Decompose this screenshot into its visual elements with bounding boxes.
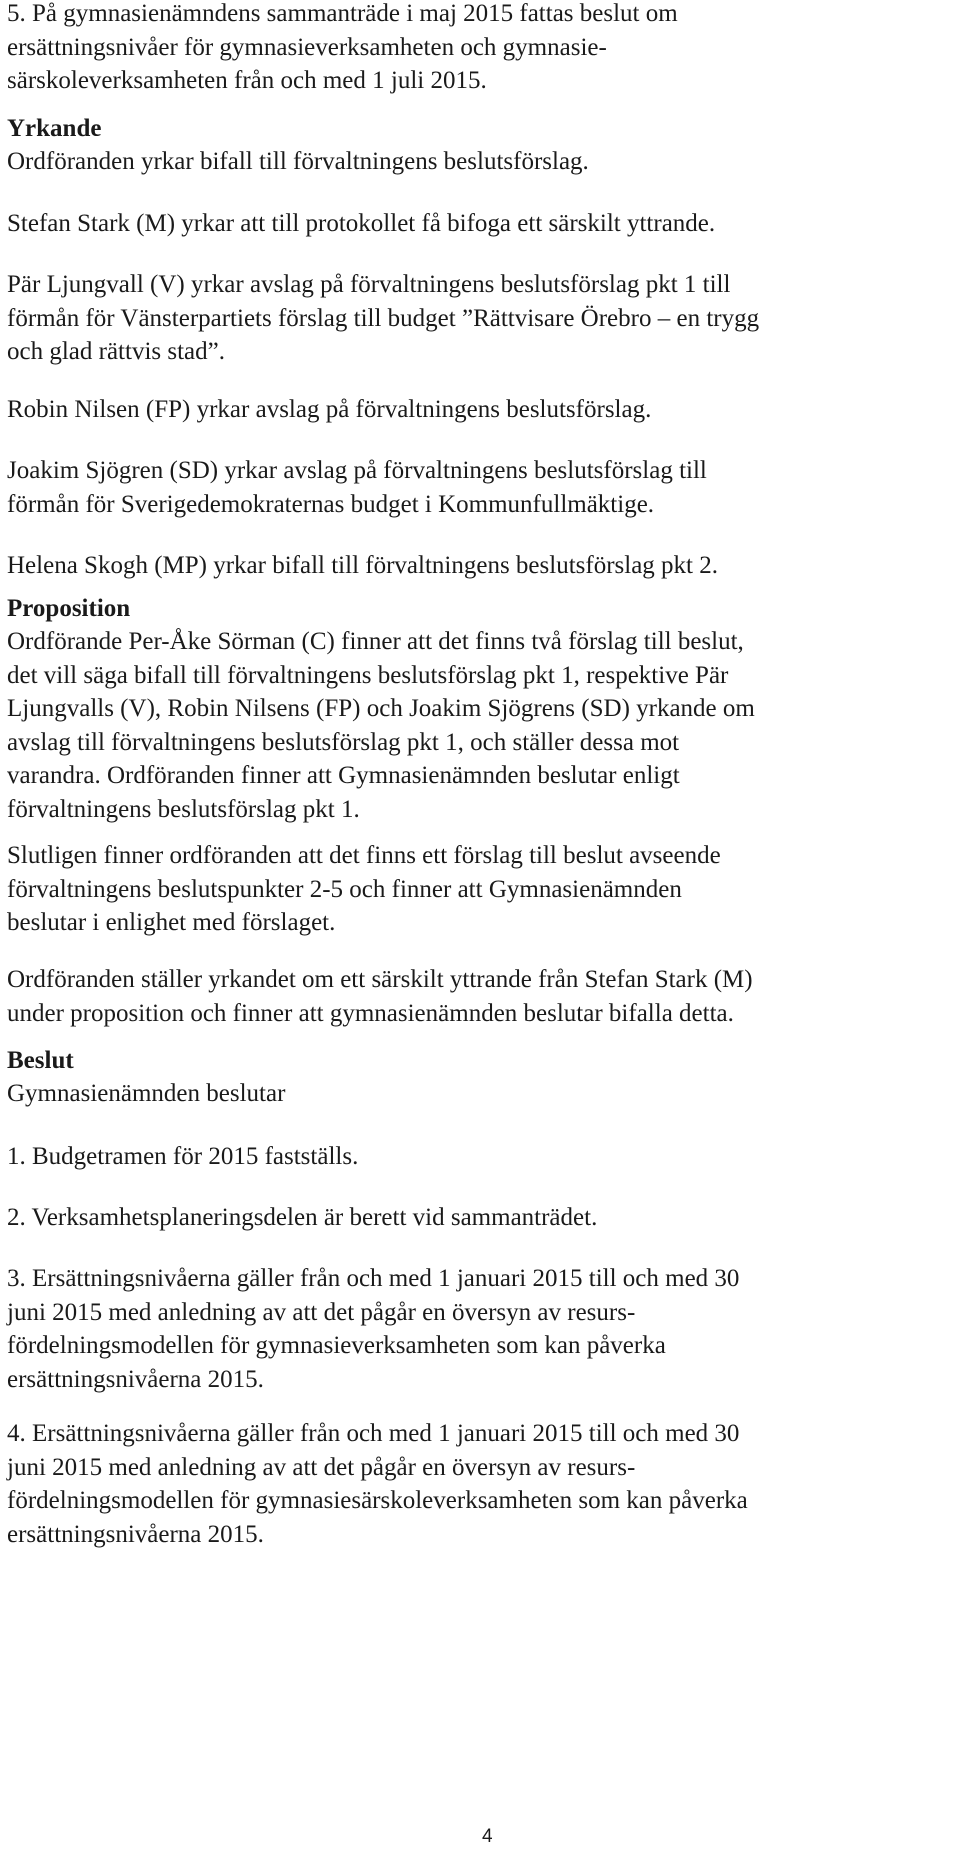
text-line: 5. På gymnasienämndens sammanträde i maj 2015 fattas beslut om <box>7 0 678 27</box>
slutligen-paragraph <box>7 839 721 940</box>
yrkande-intro: Ordföranden yrkar bifall till förvaltningens beslutsförslag. <box>7 148 589 175</box>
decision-4 <box>7 1417 748 1551</box>
sjogren-paragraph <box>7 454 707 521</box>
text-line: 4. Ersättningsnivåerna gäller från och med 1 januari 2015 till och med 30 <box>7 1420 740 1447</box>
text-line: Pär Ljungvall (V) yrkar avslag på förvaltningens beslutsförslag pkt 1 till <box>7 271 731 298</box>
text-line: och glad rättvis stad”. <box>7 338 225 365</box>
proposition-heading: Proposition <box>7 595 131 622</box>
text-line: under proposition och finner att gymnasienämnden beslutar bifalla detta. <box>7 999 734 1027</box>
skogh-paragraph: Helena Skogh (MP) yrkar bifall till förvaltningens beslutsförslag pkt 2. <box>7 552 718 579</box>
nilsen-paragraph: Robin Nilsen (FP) yrkar avslag på förvaltningens beslutsförslag. <box>7 396 652 423</box>
text-line: juni 2015 med anledning av att det pågår en översyn av resurs- <box>7 1298 636 1326</box>
text-line: Ordföranden ställer yrkandet om ett särskilt yttrande från Stefan Stark (M) <box>7 966 753 993</box>
text-line: förvaltningens beslutsförslag pkt 1. <box>7 795 360 823</box>
text-line: fördelningsmodellen för gymnasiesärskoleverksamheten som kan påverka <box>7 1487 748 1514</box>
beslut-heading: Beslut <box>7 1047 74 1074</box>
proposition-paragraph <box>7 625 755 826</box>
beslut-intro: Gymnasienämnden beslutar <box>7 1080 286 1107</box>
text-line: varandra. Ordföranden finner att Gymnasienämnden beslutar enligt <box>7 762 680 789</box>
text-line: förmån för Sverigedemokraternas budget i Kommunfullmäktige. <box>7 490 655 518</box>
text-line: förmån för Vänsterpartiets förslag till budget ”Rättvisare Örebro – en trygg <box>7 304 760 332</box>
text-line: Ordförande Per-Åke Sörman (C) finner att det finns två förslag till beslut, <box>7 628 744 655</box>
text-line: ersättningsnivåerna 2015. <box>7 1520 264 1548</box>
text-line: fördelningsmodellen för gymnasieverksamheten som kan påverka <box>7 1332 666 1359</box>
decision-3 <box>7 1262 739 1396</box>
ljungvall-paragraph <box>7 268 759 369</box>
decision-2: 2. Verksamhetsplaneringsdelen är berett vid sammanträdet. <box>7 1204 598 1231</box>
text-line: förvaltningens beslutspunkter 2-5 och finner att Gymnasienämnden <box>7 875 682 903</box>
text-line: beslutar i enlighet med förslaget. <box>7 909 336 936</box>
text-line: avslag till förvaltningens beslutsförslag pkt 1, och ställer dessa mot <box>7 728 680 756</box>
stark-paragraph: Stefan Stark (M) yrkar att till protokollet få bifoga ett särskilt yttrande. <box>7 210 716 237</box>
text-line: ersättningsnivåer för gymnasieverksamheten och gymnasie- <box>7 33 607 61</box>
decision-1: 1. Budgetramen för 2015 fastställs. <box>7 1143 359 1170</box>
text-line: särskoleverksamheten från och med 1 juli 2015. <box>7 67 487 94</box>
text-line: det vill säga bifall till förvaltningens beslutsförslag pkt 1, respektive Pär <box>7 661 729 689</box>
text-line: ersättningsnivåerna 2015. <box>7 1365 264 1393</box>
item-5-paragraph <box>7 0 678 98</box>
yrkande-heading: Yrkande <box>7 115 102 142</box>
page-number: 4 <box>482 1826 493 1847</box>
text-line: Joakim Sjögren (SD) yrkar avslag på förvaltningens beslutsförslag till <box>7 457 707 484</box>
yttrande-paragraph <box>7 963 753 1030</box>
text-line: Ljungvalls (V), Robin Nilsens (FP) och Joakim Sjögrens (SD) yrkande om <box>7 695 755 722</box>
text-line: Slutligen finner ordföranden att det finns ett förslag till beslut avseende <box>7 842 721 869</box>
text-line: 3. Ersättningsnivåerna gäller från och med 1 januari 2015 till och med 30 <box>7 1265 740 1292</box>
text-line: juni 2015 med anledning av att det pågår en översyn av resurs- <box>7 1453 636 1481</box>
